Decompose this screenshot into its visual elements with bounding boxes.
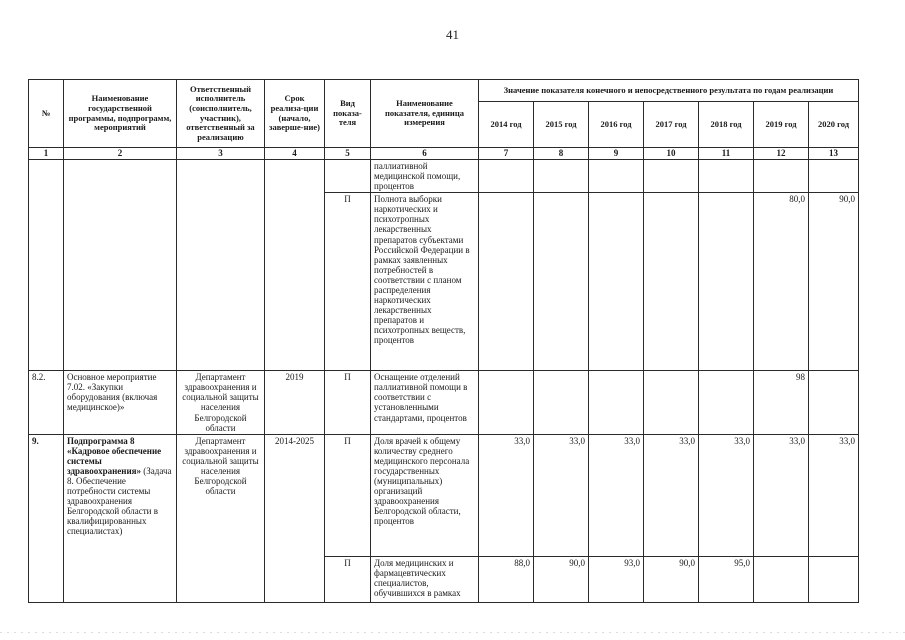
row-value — [699, 160, 754, 193]
row-value: 90,0 — [809, 193, 859, 371]
row-number — [29, 160, 64, 371]
row-value — [809, 371, 859, 434]
table-row — [29, 434, 859, 556]
row-value: 88,0 — [479, 556, 534, 602]
row-value — [699, 193, 754, 371]
row-value: 33,0 — [534, 434, 589, 556]
row-value — [589, 193, 644, 371]
column-number: 11 — [699, 148, 754, 160]
row-value — [534, 371, 589, 434]
row-indicator-name: паллиативной медицинской помощи, процентов — [371, 160, 479, 193]
column-number: 1 — [29, 148, 64, 160]
row-value — [479, 160, 534, 193]
row-indicator-name: Оснащение отделений паллиативной помощи в соответствии с установленными стандартами, процентов — [371, 371, 479, 434]
column-number-row — [29, 148, 859, 160]
row-period: 2019 — [265, 371, 325, 434]
header-year: 2019 год — [754, 102, 809, 148]
row-program-name — [64, 160, 177, 371]
row-program-name — [64, 434, 177, 602]
header-year: 2020 год — [809, 102, 859, 148]
row-value — [809, 160, 859, 193]
row-value: 90,0 — [534, 556, 589, 602]
row-executor: Департамент здравоохранения и социальной защиты населения Белгородской области — [177, 371, 265, 434]
row-value: 33,0 — [479, 434, 534, 556]
column-number: 2 — [64, 148, 177, 160]
column-number: 3 — [177, 148, 265, 160]
row-indicator-type: П — [325, 371, 371, 434]
column-number: 5 — [325, 148, 371, 160]
row-program-name: Основное мероприятие 7.02. «Закупки оборудования (включая медицинское)» — [64, 371, 177, 434]
column-number: 9 — [589, 148, 644, 160]
row-value — [589, 160, 644, 193]
header-year: 2017 год — [644, 102, 699, 148]
row-value: 33,0 — [809, 434, 859, 556]
header-year: 2018 год — [699, 102, 754, 148]
row-value: 80,0 — [754, 193, 809, 371]
row-value — [644, 193, 699, 371]
page-number: 41 — [446, 27, 459, 42]
row-value — [589, 371, 644, 434]
row-indicator-type: П — [325, 193, 371, 371]
row-period: 2014-2025 — [265, 434, 325, 602]
row-number: 9. — [29, 434, 64, 602]
row-indicator-name: Доля медицинских и фармацевтических специалистов, обучившихся в рамках — [371, 556, 479, 602]
table-row — [29, 160, 859, 193]
header-executor: Ответственный исполнитель (соисполнитель, участник), ответственный за реализацию — [177, 80, 265, 148]
column-number: 7 — [479, 148, 534, 160]
header-values-group: Значение показателя конечного и непосредственного результата по годам реализации — [479, 80, 859, 102]
header-number: № — [29, 80, 64, 148]
header-program-name: Наименование государственной программы, подпрограмм, мероприятий — [64, 80, 177, 148]
row-value — [644, 371, 699, 434]
row-value: 33,0 — [644, 434, 699, 556]
column-number: 13 — [809, 148, 859, 160]
row-value — [754, 160, 809, 193]
row-indicator-type — [325, 160, 371, 193]
row-value — [754, 556, 809, 602]
header-indicator-name: Наименование показателя, единица измерения — [371, 80, 479, 148]
table-row — [29, 371, 859, 434]
header-year: 2014 год — [479, 102, 534, 148]
subprogram-task: (Задача 8. Обеспечение потребности системы здравоохранения Белгородской области в квалифицированных специалистах) — [67, 465, 172, 537]
row-value: 33,0 — [754, 434, 809, 556]
row-value — [534, 160, 589, 193]
header-indicator-type: Вид показа-теля — [325, 80, 371, 148]
row-value: 98 — [754, 371, 809, 434]
indicators-table — [28, 79, 859, 603]
row-value — [479, 193, 534, 371]
row-value: 95,0 — [699, 556, 754, 602]
row-value: 33,0 — [699, 434, 754, 556]
row-value: 93,0 — [589, 556, 644, 602]
row-value — [699, 371, 754, 434]
row-indicator-name: Доля врачей к общему количеству среднего медицинского персонала государственных (муниципальных) организаций здравоохранения Белгородской области, процентов — [371, 434, 479, 556]
row-value — [809, 556, 859, 602]
row-executor — [177, 160, 265, 371]
header-year: 2016 год — [589, 102, 644, 148]
header-year: 2015 год — [534, 102, 589, 148]
row-value: 90,0 — [644, 556, 699, 602]
column-number: 4 — [265, 148, 325, 160]
subprogram-title: Подпрограмма 8 «Кадровое обеспечение системы здравоохранения» — [67, 435, 162, 476]
row-executor: Департамент здравоохранения и социальной защиты населения Белгородской области — [177, 434, 265, 602]
scan-noise-line — [0, 632, 905, 633]
row-value — [479, 371, 534, 434]
row-indicator-type: П — [325, 434, 371, 556]
row-value — [534, 193, 589, 371]
row-indicator-type: П — [325, 556, 371, 602]
column-number: 10 — [644, 148, 699, 160]
column-number: 8 — [534, 148, 589, 160]
row-period — [265, 160, 325, 371]
header-period: Срок реализа-ции (начало, заверше-ние) — [265, 80, 325, 148]
row-value — [644, 160, 699, 193]
column-number: 6 — [371, 148, 479, 160]
row-number: 8.2. — [29, 371, 64, 434]
column-number: 12 — [754, 148, 809, 160]
row-indicator-name: Полнота выборки наркотических и психотропных лекарственных препаратов субъектами Российской Федерации в рамках заявленных потребностей в соответствии с планом распределения наркотических лекарственных препаратов и психотропных веществ, процентов — [371, 193, 479, 371]
row-value: 33,0 — [589, 434, 644, 556]
